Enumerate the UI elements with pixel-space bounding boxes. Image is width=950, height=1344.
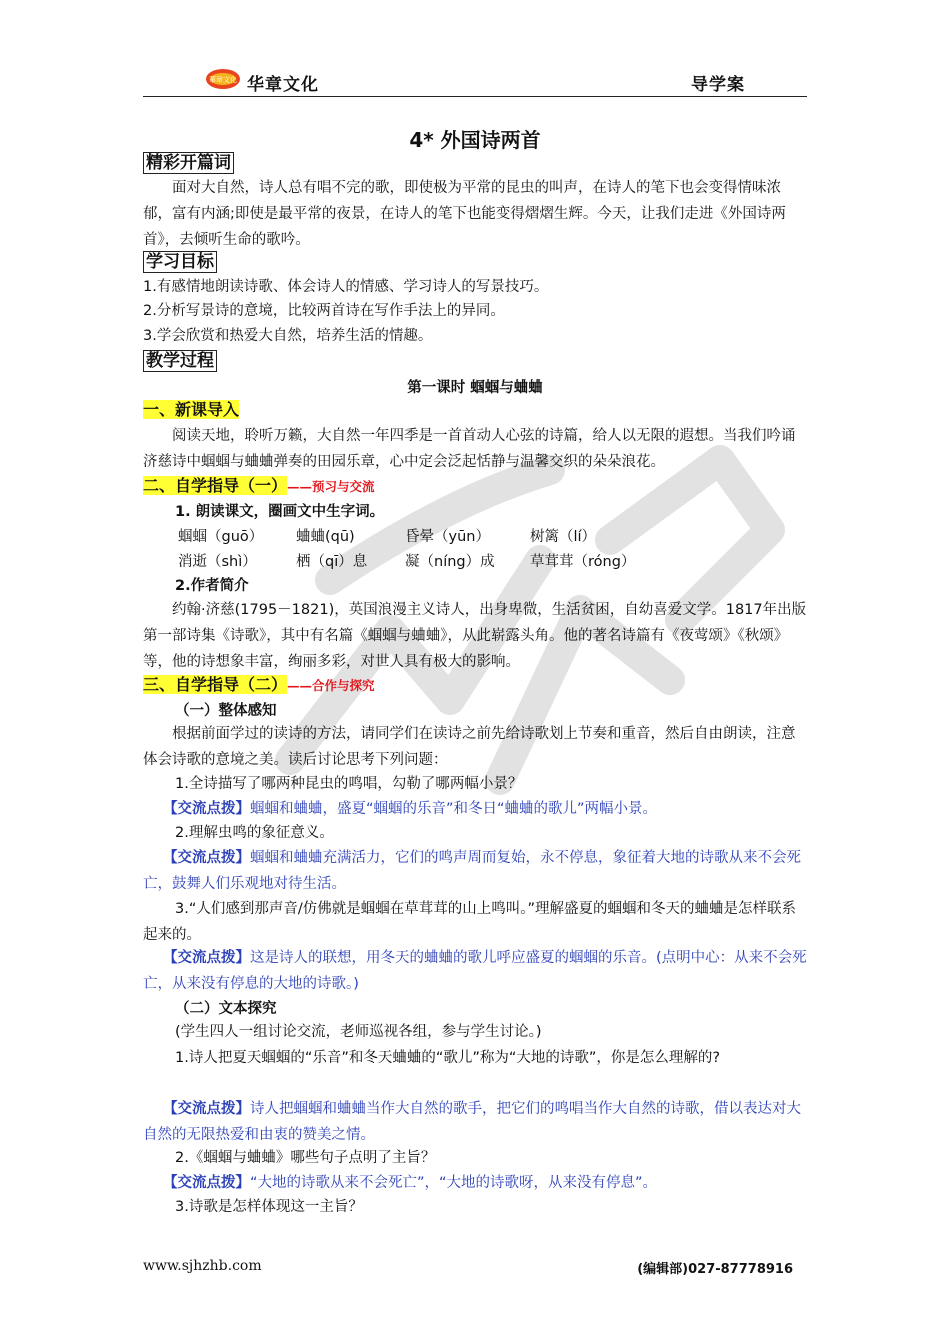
section2-heading-text: 二、自学指导（一）	[143, 476, 288, 495]
answer-text: 蝈蝈和蛐蛐充满活力，它们的鸣声周而复始，永不停息，象征着大地的诗歌从来不会死亡，鼓舞人们乐观地对待生活。	[143, 850, 801, 892]
intro-heading: 精彩开篇词	[143, 152, 234, 174]
page-title: 4* 外国诗两首	[409, 128, 541, 152]
vocab-word: 树篱（lí）	[530, 529, 597, 545]
doc-type-label: 导学案	[691, 75, 745, 95]
vocab-instruction: 1. 朗读课文，圈画文中生字词。	[175, 504, 385, 520]
question-1: 1.全诗描写了哪两种昆虫的鸣唱，勾勒了哪两幅小景？	[175, 776, 523, 792]
page-header	[143, 66, 807, 96]
question-2: 2.理解虫鸣的象征意义。	[175, 825, 334, 841]
part2-label: （二）文本探究	[175, 1001, 277, 1017]
tip-label: 【交流点拨】	[163, 801, 250, 817]
section1-text: 阅读天地，聆听万籁，大自然一年四季是一首首动人心弦的诗篇，给人以无限的遐想。当我们吟诵济慈诗中蝈蝈与蛐蛐弹奏的田园乐章，心中定会泛起恬静与温馨交织的朵朵浪花。	[143, 428, 796, 470]
vocab-word: 栖（qī）息	[296, 554, 368, 570]
section3-heading-text: 三、自学指导（二）	[143, 675, 288, 694]
part1-text: 根据前面学过的读诗的方法，请同学们在读诗之前先给诗歌划上节奏和重音，然后自由朗读，注意体会诗歌的意境之美。读后讨论思考下列问题：	[143, 726, 796, 768]
section3-heading	[143, 674, 375, 697]
footer-contact: (编辑部)027-87778916	[637, 1262, 793, 1277]
author-text: 约翰·济慈(1795－1821)，英国浪漫主义诗人，出身卑微，生活贫困，自幼喜爱文学。1817年出版第一部诗集《诗歌》，其中有名篇《蝈蝈与蛐蛐》，从此崭露头角。他的著名诗篇有《夜莺颂》《秋颂》等，他的诗想象丰富，绚丽多彩，对世人具有极大的影响。	[143, 602, 807, 670]
lesson-title: 第一课时 蝈蝈与蛐蛐	[407, 380, 543, 396]
brand-name: 华章文化	[247, 75, 319, 95]
part2-note: (学生四人一组讨论交流，老师巡视各组，参与学生讨论。)	[175, 1024, 542, 1040]
tip-label: 【交流点拨】	[163, 1175, 250, 1191]
answer-text: “大地的诗歌从来不会死亡”，“大地的诗歌呀，从来没有停息”。	[250, 1175, 658, 1191]
goal-item-2: 2.分析写景诗的意境，比较两首诗在写作手法上的异同。	[143, 303, 505, 319]
question-4	[143, 1045, 807, 1071]
goal-item-1: 1.有感情地朗读诗歌、体会诗人的情感、学习诗人的写景技巧。	[143, 279, 549, 295]
section2-heading	[143, 475, 375, 498]
answer-text: 这是诗人的联想，用冬天的蛐蛐的歌儿呼应盛夏的蝈蝈的乐音。(点明中心：从来不会死亡，从来没有停息的大地的诗歌。)	[143, 950, 807, 992]
author-label: 2.作者简介	[175, 578, 249, 594]
answer-1	[163, 796, 807, 822]
answer-3	[143, 945, 807, 997]
vocab-word: 草茸茸（róng）	[530, 554, 636, 570]
section1-heading	[143, 399, 239, 421]
svg-text:華章文化: 華章文化	[209, 76, 237, 84]
section1-heading-text: 一、新课导入	[143, 400, 240, 419]
footer-website[interactable]: www.sjhzhb.com	[143, 1258, 262, 1274]
question-5: 2.《蝈蝈与蛐蛐》哪些句子点明了主旨？	[175, 1150, 436, 1166]
section2-tag: ——预习与交流	[287, 479, 375, 494]
question-6: 3.诗歌是怎样体现这一主旨？	[175, 1199, 363, 1215]
goal-item-3: 3.学会欣赏和热爱大自然，培养生活的情趣。	[143, 328, 433, 344]
vocab-word: 凝（níng）成	[405, 554, 495, 570]
tip-label: 【交流点拨】	[163, 950, 250, 966]
vocab-word: 消逝（shì）	[178, 554, 257, 570]
part1-label: （一）整体感知	[175, 703, 277, 719]
tip-label: 【交流点拨】	[163, 850, 250, 866]
intro-text: 面对大自然，诗人总有唱不完的歌，即使极为平常的昆虫的叫声，在诗人的笔下也会变得情味浓郁，富有内涵;即使是最平常的夜景，在诗人的笔下也能变得熠熠生辉。今天，让我们走进《外国诗两首》，去倾听生命的歌吟。	[143, 180, 786, 248]
vocab-word: 蛐蛐(qū)	[296, 529, 355, 545]
vocab-word: 昏晕（yūn）	[405, 529, 490, 545]
answer-2	[143, 845, 807, 897]
goals-heading: 学习目标	[143, 251, 217, 273]
tip-label: 【交流点拨】	[163, 1101, 250, 1117]
answer-text: 诗人把蝈蝈和蛐蛐当作大自然的歌手，把它们的鸣唱当作大自然的诗歌，借以表达对大自然的无限热爱和由衷的赞美之情。	[143, 1101, 801, 1143]
question-3	[143, 896, 807, 948]
answer-5	[163, 1170, 807, 1196]
answer-4	[143, 1096, 807, 1148]
process-heading: 教学过程	[143, 350, 217, 372]
answer-text: 蝈蝈和蛐蛐，盛夏“蝈蝈的乐音”和冬日“蛐蛐的歌儿”两幅小景。	[250, 801, 658, 817]
header-divider	[143, 96, 807, 97]
section3-tag: ——合作与探究	[287, 678, 375, 693]
brand-logo-icon	[205, 68, 241, 90]
question-text: 1.诗人把夏天蝈蝈的“乐音”和冬天蛐蛐的“歌儿”称为“大地的诗歌”，你是怎么理解的?	[175, 1050, 721, 1066]
vocab-word: 蝈蝈（guō）	[178, 529, 264, 545]
question-text: 3.“人们感到那声音/仿佛就是蝈蝈在草茸茸的山上鸣叫。”理解盛夏的蝈蝈和冬天的蛐蛐是怎样联系起来的。	[143, 901, 796, 943]
